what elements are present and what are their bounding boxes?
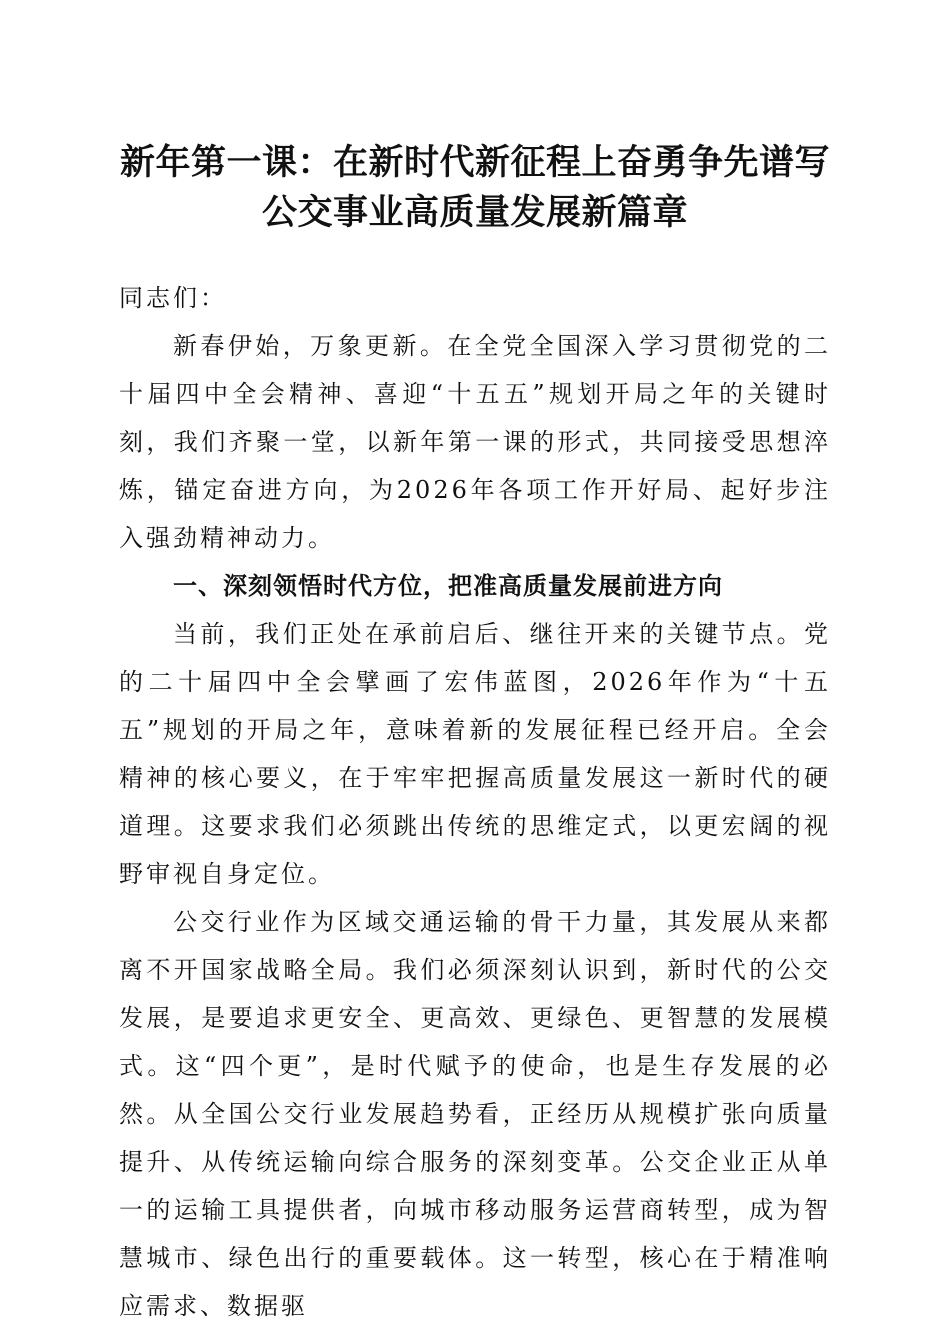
section-heading-1: 一、深刻领悟时代方位，把准高质量发展前进方向 bbox=[173, 572, 723, 600]
salutation: 同志们： bbox=[119, 284, 227, 312]
paragraph-section-1-b: 公交行业作为区域交通运输的骨干力量，其发展从来都离不开国家战略全局。我们必须深刻认识到，新时代的公交发展，是要追求更安全、更高效、更绿色、更智慧的发展模式。这“四个更”，是时代赋予的使命，也是生存发展的必然。从全国公交行业发展趋势看，正经历从规模扩张向质量提升、从传统运输向综合服务的深刻变革。公交企业正从单一的运输工具提供者，向城市移动服务运营商转型，成为智慧城市、绿色出行的重要载体。这一转型，核心在于精准响应需求、数据驱 bbox=[119, 908, 831, 1320]
document-body bbox=[119, 274, 831, 1330]
title-line-2: 公交事业高质量发展新篇章 bbox=[261, 192, 688, 233]
document-title bbox=[100, 138, 850, 238]
paragraph-section-1-a: 当前，我们正处在承前启后、继往开来的关键节点。党的二十届四中全会擘画了宏伟蓝图，2026年作为“十五五”规划的开局之年，意味着新的发展征程已经开启。全会精神的核心要义，在于牢牢把握高质量发展这一新时代的硬道理。这要求我们必须跳出传统的思维定式，以更宏阔的视野审视自身定位。 bbox=[119, 620, 831, 888]
paragraph-intro: 新春伊始，万象更新。在全党全国深入学习贯彻党的二十届四中全会精神、喜迎“十五五”规划开局之年的关键时刻，我们齐聚一堂，以新年第一课的形式，共同接受思想淬炼，锚定奋进方向，为2026年各项工作开好局、起好步注入强劲精神动力。 bbox=[119, 332, 831, 552]
title-line-1: 新年第一课：在新时代新征程上奋勇争先谱写 bbox=[119, 142, 830, 183]
